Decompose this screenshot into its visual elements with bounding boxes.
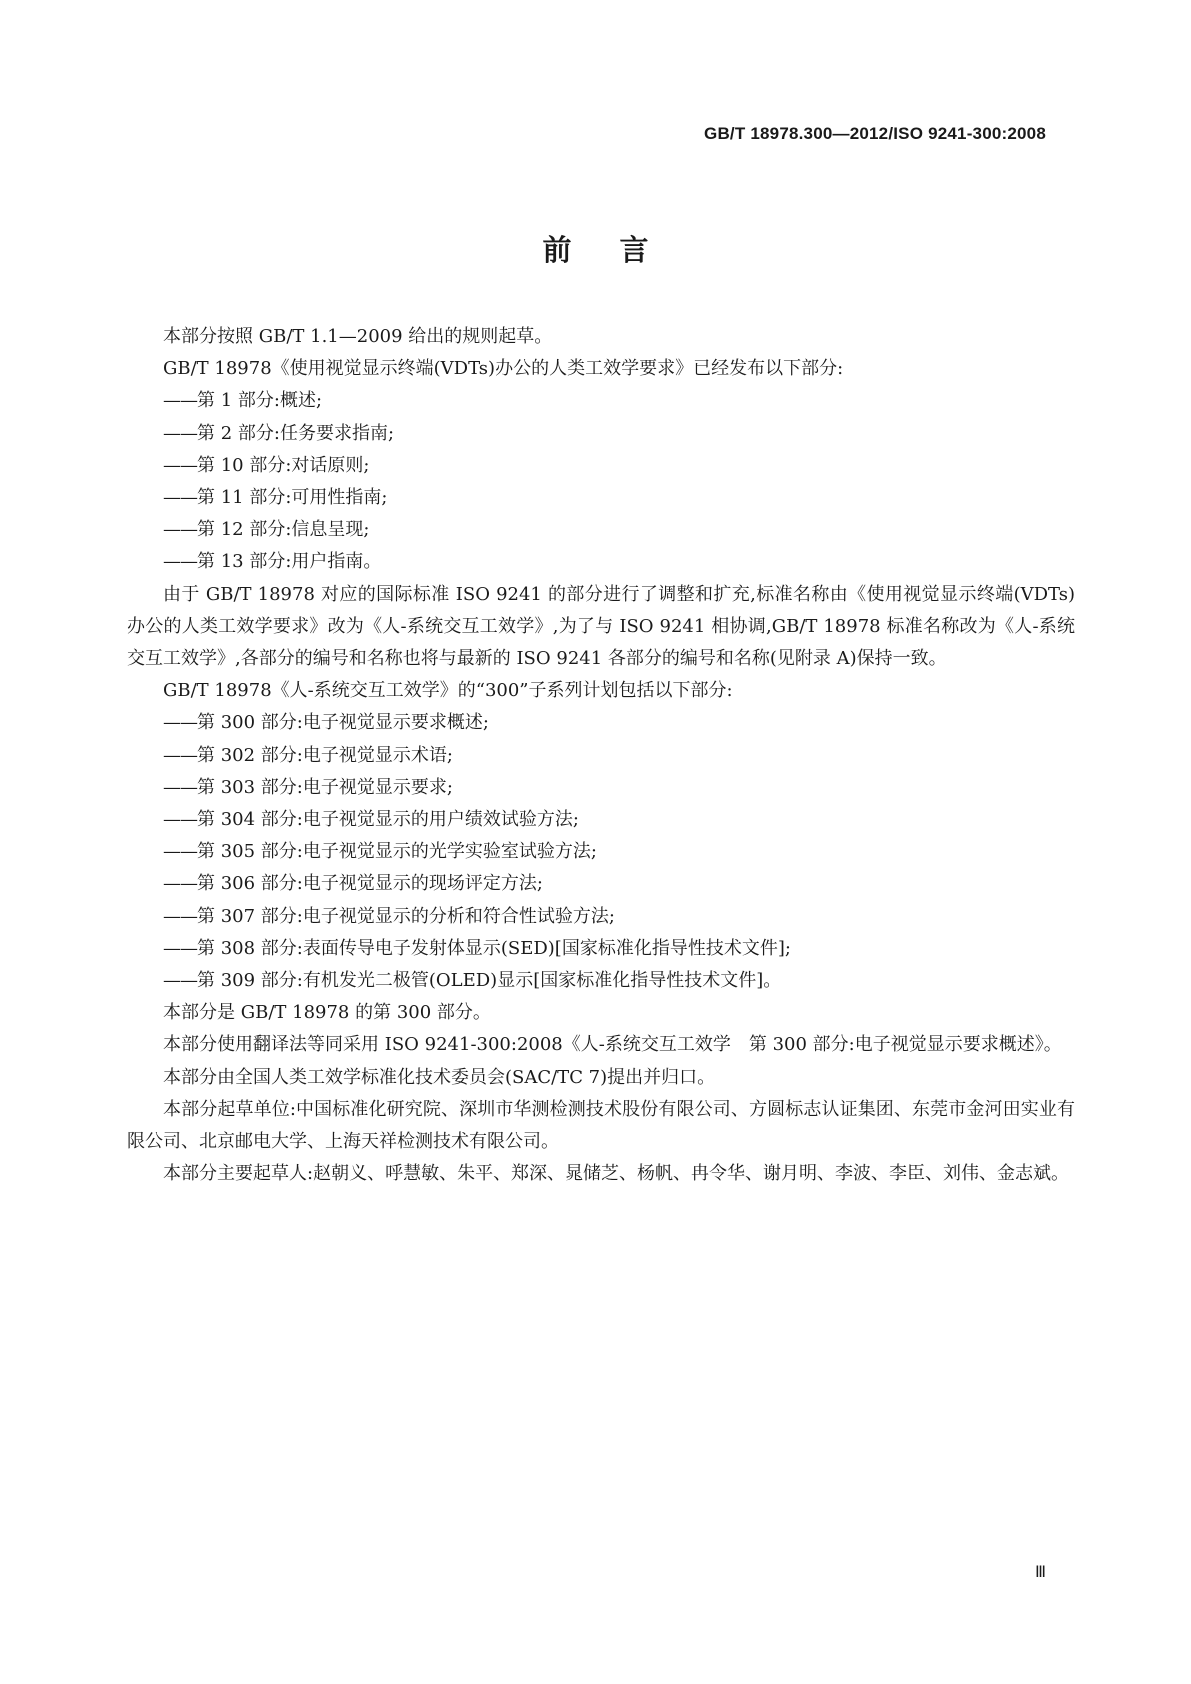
list-dash: —— xyxy=(163,744,197,766)
list-item-text: 第 304 部分:电子视觉显示的用户绩效试验方法; xyxy=(197,809,579,831)
list-item-text: 第 12 部分:信息呈现; xyxy=(197,519,370,541)
list-dash: —— xyxy=(163,937,197,959)
list-item-text: 第 300 部分:电子视觉显示要求概述; xyxy=(197,712,489,734)
list-dash: —— xyxy=(163,712,197,734)
list-item xyxy=(127,772,1075,804)
list-item-text: 第 308 部分:表面传导电子发射体显示(SED)[国家标准化指导性技术文件]; xyxy=(197,937,791,959)
paragraph: 本部分由全国人类工效学标准化技术委员会(SAC/TC 7)提出并归口。 xyxy=(163,1066,716,1088)
list-dash: —— xyxy=(163,454,197,476)
list-item-text: 第 2 部分:任务要求指南; xyxy=(197,422,395,444)
list-dash: —— xyxy=(163,390,197,412)
document-body xyxy=(127,321,1075,1190)
list-item-text: 第 13 部分:用户指南。 xyxy=(197,551,382,573)
list-dash: —— xyxy=(163,841,197,863)
list-dash: —— xyxy=(163,422,197,444)
list-item-text: 第 302 部分:电子视觉显示术语; xyxy=(197,744,453,766)
list-dash: —— xyxy=(163,487,197,509)
paragraph: GB/T 18978《使用视觉显示终端(VDTs)办公的人类工效学要求》已经发布以下部分: xyxy=(163,358,844,380)
list-item-text: 第 307 部分:电子视觉显示的分析和符合性试验方法; xyxy=(197,905,615,927)
list-item xyxy=(127,804,1075,836)
paragraph: 本部分起草单位:中国标准化研究院、深圳市华测检测技术股份有限公司、方圆标志认证集团、东莞市金河田实业有限公司、北京邮电大学、上海天祥检测技术有限公司。 xyxy=(127,1098,1075,1153)
list-item-text: 第 1 部分:概述; xyxy=(197,390,323,412)
list-item-text: 第 303 部分:电子视觉显示要求; xyxy=(197,776,453,798)
list-item-text: 第 309 部分:有机发光二极管(OLED)显示[国家标准化指导性技术文件]。 xyxy=(197,970,782,992)
list-item xyxy=(127,933,1075,965)
page-number: Ⅲ xyxy=(1034,1562,1046,1581)
page-title: 前言 xyxy=(542,233,697,267)
list-item-text: 第 306 部分:电子视觉显示的现场评定方法; xyxy=(197,873,543,895)
list-item xyxy=(127,707,1075,739)
paragraph: 本部分是 GB/T 18978 的第 300 部分。 xyxy=(163,1002,491,1024)
paragraph: 本部分按照 GB/T 1.1—2009 给出的规则起草。 xyxy=(163,326,553,347)
list-item xyxy=(127,901,1075,933)
paragraph: GB/T 18978《人-系统交互工效学》的“300”子系列计划包括以下部分: xyxy=(163,680,733,702)
list-item-text: 第 11 部分:可用性指南; xyxy=(197,487,388,509)
list-item xyxy=(127,418,1075,450)
list-item xyxy=(127,546,1075,578)
list-item xyxy=(127,450,1075,482)
paragraph: 由于 GB/T 18978 对应的国际标准 ISO 9241 的部分进行了调整和扩充,标准名称由《使用视觉显示终端(VDTs)办公的人类工效学要求》改为《人-系统交互工效学》,为了与 ISO 9241 相协调,GB/T 18978 标准名称改为《人-系统交互工效学》,各部分的编号和名称也将与最新的 ISO 9241 各部分的编号和名称(见附录 A)保持一致。 xyxy=(127,583,1075,670)
list-item xyxy=(127,868,1075,900)
list-dash: —— xyxy=(163,809,197,831)
list-item xyxy=(127,965,1075,997)
list-item xyxy=(127,385,1075,417)
list-dash: —— xyxy=(163,970,197,992)
list-item xyxy=(127,482,1075,514)
list-dash: —— xyxy=(163,873,197,895)
paragraph: 本部分主要起草人:赵朝义、呼慧敏、朱平、郑深、晁储芝、杨帆、冉令华、谢月明、李波、李臣、刘伟、金志斌。 xyxy=(163,1163,1070,1185)
list-item-text: 第 10 部分:对话原则; xyxy=(197,454,370,476)
list-item-text: 第 305 部分:电子视觉显示的光学实验室试验方法; xyxy=(197,841,597,863)
list-item xyxy=(127,836,1075,868)
list-dash: —— xyxy=(163,519,197,541)
list-dash: —— xyxy=(163,551,197,573)
document-code: GB/T 18978.300—2012/ISO 9241-300:2008 xyxy=(704,124,1046,143)
list-item xyxy=(127,740,1075,772)
list-item xyxy=(127,514,1075,546)
list-dash: —— xyxy=(163,905,197,927)
list-dash: —— xyxy=(163,776,197,798)
paragraph: 本部分使用翻译法等同采用 ISO 9241-300:2008《人-系统交互工效学 第 300 部分:电子视觉显示要求概述》。 xyxy=(163,1034,1062,1056)
